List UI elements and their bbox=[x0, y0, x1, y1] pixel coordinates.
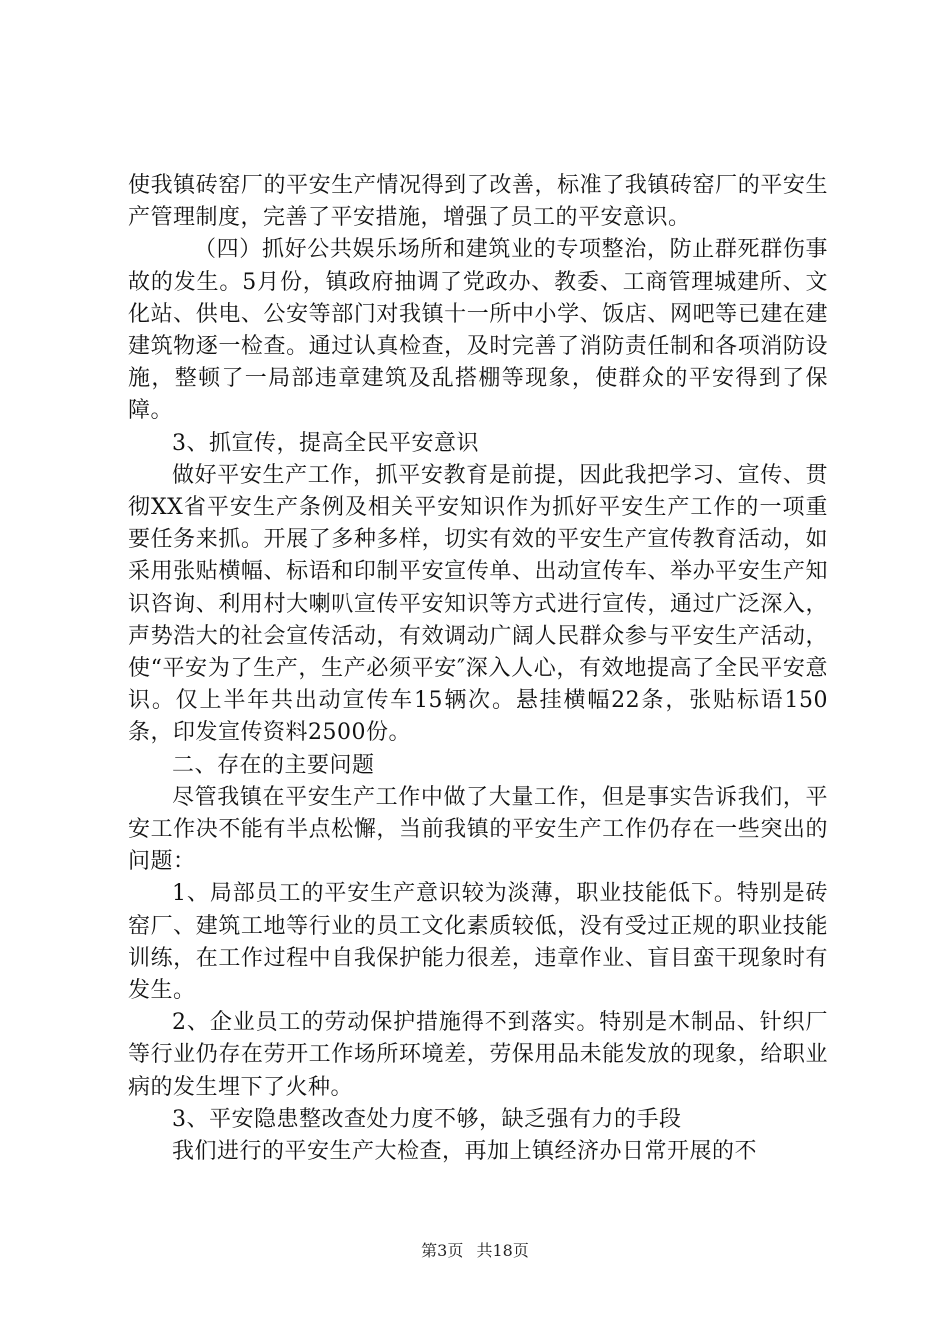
paragraph-brick-kiln-safety: 使我镇砖窑厂的平安生产情况得到了改善，标准了我镇砖窑厂的平安生产管理制度，完善了平安措施，增强了员工的平安意识。 bbox=[128, 173, 828, 231]
paragraph-inspection: 我们进行的平安生产大检查，再加上镇经济办日常开展的不 bbox=[172, 1139, 758, 1165]
heading-publicity: 3、抓宣传，提高全民平安意识 bbox=[172, 430, 479, 456]
paragraph-problem-1: 1、局部员工的平安生产意识较为淡薄，职业技能低下。特别是砖窑厂、建筑工地等行业的员工文化素质较低，没有受过正规的职业技能训练，在工作过程中自我保护能力很差，违章作业、盲目蛮干现象时有发生。 bbox=[128, 881, 828, 1004]
page-footer bbox=[0, 1238, 950, 1261]
page-number-current: 第3页 bbox=[421, 1241, 464, 1260]
heading-main-problems: 二、存在的主要问题 bbox=[172, 752, 375, 778]
paragraph-problem-2: 2、企业员工的劳动保护措施得不到落实。特别是木制品、针织厂等行业仍存在劳开工作场所环境差，劳保用品未能发放的现象，给职业病的发生埋下了火种。 bbox=[128, 1010, 828, 1100]
paragraph-public-venues-rectification: （四）抓好公共娱乐场所和建筑业的专项整治，防止群死群伤事故的发生。5月份，镇政府抽调了党政办、教委、工商管理城建所、文化站、供电、公安等部门对我镇十一所中小学、饭店、网吧等已建在建建筑物逐一检查。通过认真检查，及时完善了消防责任制和各项消防设施，整顿了一局部违章建筑及乱搭棚等现象，使群众的平安得到了保障。 bbox=[128, 237, 828, 424]
paragraph-publicity-education: 做好平安生产工作，抓平安教育是前提，因此我把学习、宣传、贯彻XX省平安生产条例及相关平安知识作为抓好平安生产工作的一项重要任务来抓。开展了多种多样，切实有效的平安生产宣传教育活动，如采用张贴横幅、标语和印制平安宣传单、出动宣传车、举办平安生产知识咨询、利用村大喇叭宣传平安知识等方式进行宣传，通过广泛深入，声势浩大的社会宣传活动，有效调动广阔人民群众参与平安生产活动，使“平安为了生产，生产必须平安″深入人心，有效地提高了全民平安意识。仅上半年共出动宣传车15辆次。悬挂横幅22条，张贴标语150条，印发宣传资料2500份。 bbox=[128, 462, 828, 746]
document-body bbox=[128, 170, 828, 1168]
page-number-total: 共18页 bbox=[476, 1241, 529, 1260]
heading-problem-3: 3、平安隐患整改查处力度不够，缺乏强有力的手段 bbox=[172, 1106, 682, 1132]
paragraph-problems-intro: 尽管我镇在平安生产工作中做了大量工作，但是事实告诉我们，平安工作决不能有半点松懈，当前我镇的平安生产工作仍存在一些突出的问题： bbox=[128, 784, 828, 875]
